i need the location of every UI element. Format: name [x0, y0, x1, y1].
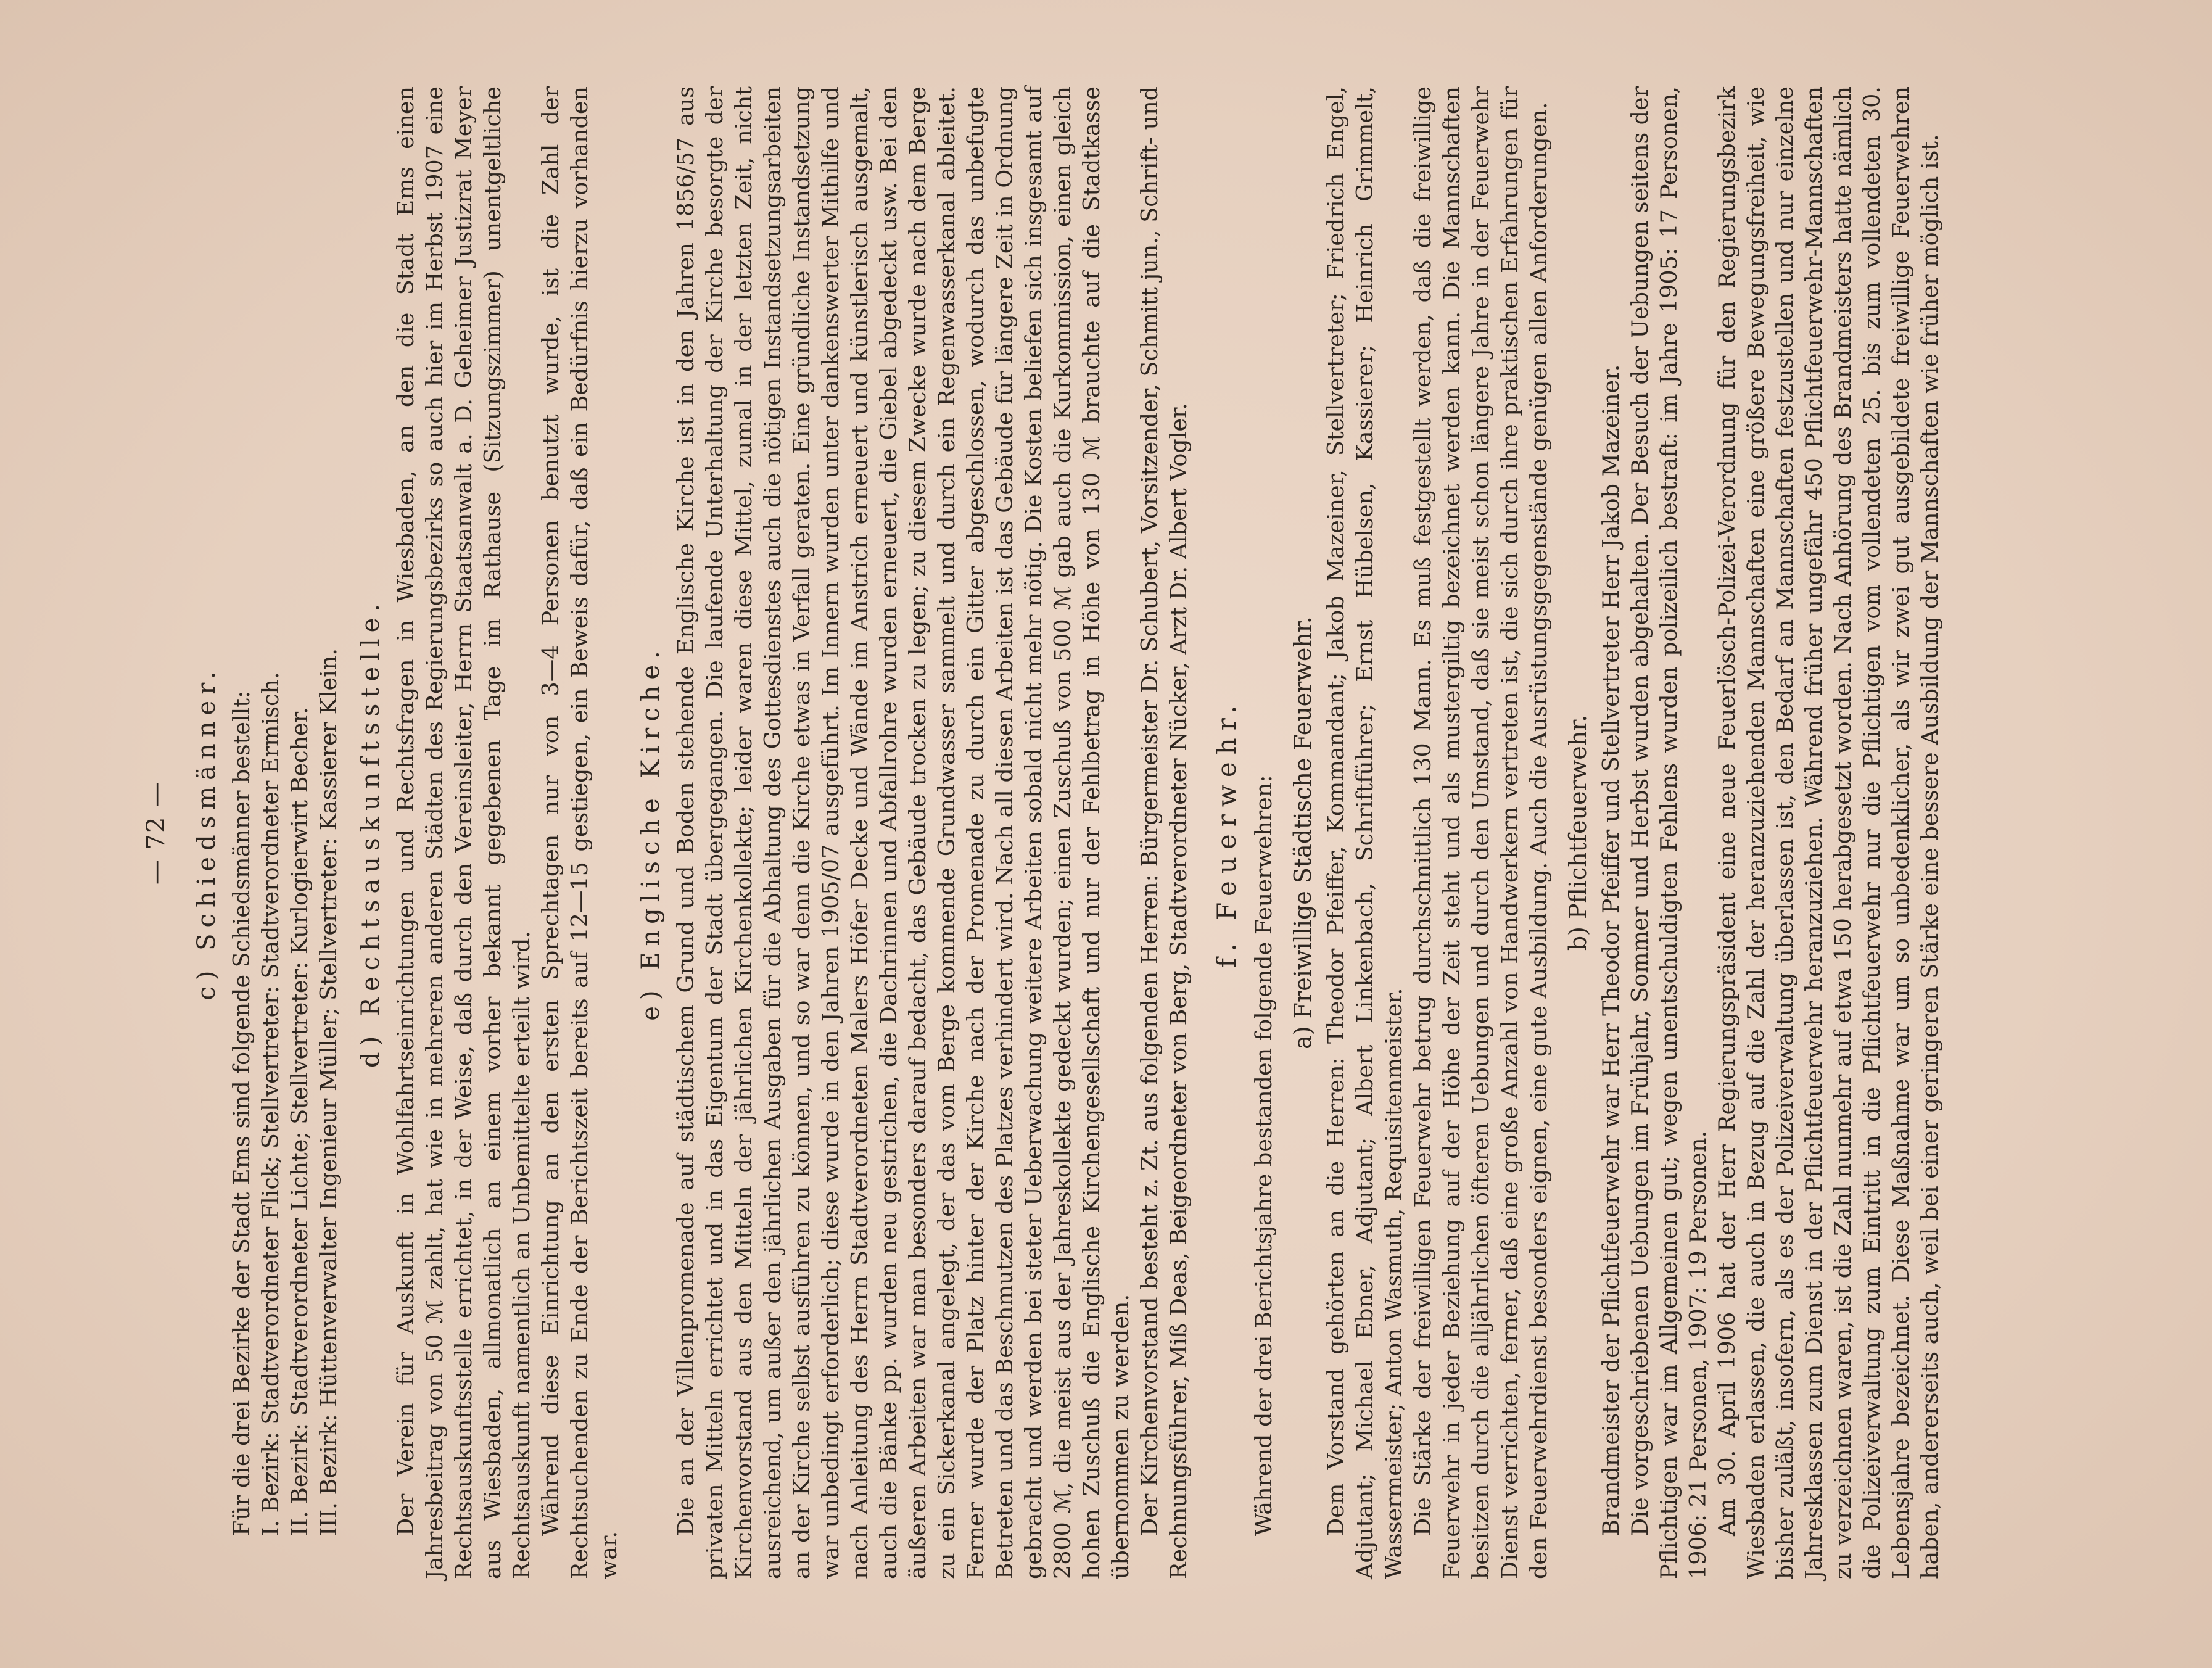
paragraph-kirche-1: Die an der Villenpromenade auf städtischem Grund und Boden stehende Englische Kirche ist in den Jahren 1856/57 aus privaten Mitteln errichtet und in das Eigentum der Stadt übergegangen. Die laufende Unterhaltung der Kirche besorgte der Kirchenvorstand aus den Mitteln der jährlichen Kirchenkollekte; leider waren diese Mittel, zumal in der letzten Zeit, nicht ausreichend, um außer den jährlichen Ausgaben für die Abhaltung des Gottesdienstes auch die nötigen Instandsetzungsarbeiten an der Kirche selbst ausführen zu können, und so war denn die Kirche etwas in Verfall geraten. Eine gründliche Instandsetzung war unbedingt erforderlich; diese wurde in den Jahren 1905/07 ausgeführt. Im Innern wurden unter dankenswerter Mithilfe und nach Anleitung des Herrn Stadtverordneten Malers Höfer Decke und Wände im Anstrich erneuert und künstlerisch ausgemalt, auch die Bänke pp. wurden neu gestrichen, die Dachrinnen und Abfallrohre wurden erneuert, die Giebel abgedeckt usw. Bei den äußeren Arbeiten war man besonders darauf bedacht, das Gebäude trocken zu legen; zu diesem Zwecke wurde nach dem Berge zu ein Sickerkanal angelegt, der das vom Berge kommende Grundwasser sammelt und durch ein Regenwasserkanal ableitet. Ferner wurde der Platz hinter der Kirche nach der Promenade zu durch ein Gitter abgeschlossen, wodurch das unbefugte Betreten und das Beschmutzen des Platzes verhindert wird. Nach all diesen Arbeiten ist das Gebäude für längere Zeit in Ordnung gebracht und werden bei steter Ueberwachung weitere Arbeiten sobald nicht mehr nötig. Die Kosten beliefen sich insgesamt auf 2800 ℳ, die meist aus der Jahreskollekte gedeckt wurden; einen Zuschuß von 500 ℳ gab auch die Kurkommission, einen gleich hohen Zuschuß die Englische Kirchengesellschaft und nur der Fehlbetrag in Höhe von 130 ℳ brauchte auf die Stadtkasse übernommen zu werden. [672, 86, 1134, 1579]
paragraph-kirche-2: Der Kirchenvorstand besteht z. Zt. aus folgenden Herren: Bürgermeister Dr. Schubert, Vorsitzender, Schmitt jun., Schrift- und Rechnungsführer, Miß Deas, Beigeordneter von Berg, Stadtverordneter Nücker, Arzt Dr. Albert Vogler. [1136, 86, 1192, 1579]
bezirk-line-2: II. Bezirk: Stadtverordneter Lichte; Stellvertreter: Kurlogierwirt Becher. [286, 707, 313, 1536]
paragraph-freiwillige-2: Die Stärke der freiwilligen Feuerwehr betrug durchschnittlich 130 Mann. Es muß festgestellt werden, daß die freiwillige Feuerwehr in jeder Beziehung auf der Höhe der Zeit steht und als mustergiltig bezeichnet werden kann. Die Mannschaften besitzen durch die alljährlichen öfteren Uebungen und durch den Umstand, daß sie meist schon längere Jahre in der Feuerwehr Dienst verrichten, ferner, daß eine große Anzahl von Handwerkern vertreten ist, die sich durch ihre praktischen Erfahrungen für den Feuerwehrdienst besonders eignen, eine gute Ausbildung. Auch die Ausrüstungsgegenstände genügen allen Anforderungen. [1409, 86, 1552, 1579]
intro-schiedsmaenner: Für die drei Bezirke der Stadt Ems sind folgende Schiedsmänner bestellt: [228, 690, 255, 1536]
heading-schiedsmaenner: c) Schiedsmänner. [192, 665, 221, 1001]
paragraph-pflicht-1: Brandmeister der Pflichtfeuerwehr war Herr Theodor Pfeiffer und Stellvertreter Herr Jakob Mazeiner. [1598, 364, 1624, 1536]
paragraph-freiwillige-1: Dem Vorstand gehörten an die Herren: Theodor Pfeiffer, Kommandant; Jakob Mazeiner, Stellvertreter; Friedrich Engel, Adjutant; Michael Ebner, Adjutant; Albert Linkenbach, Schriftführer; Ernst Hübelsen, Kassierer; Heinrich Grimmelt, Wassermeister; Anton Wasmuth, Requisitenmeister. [1323, 86, 1407, 1579]
page-number: — 72 — [142, 780, 170, 885]
section-schiedsmaenner [192, 86, 343, 1579]
paragraph-pflicht-3: Am 30. April 1906 hat der Herr Regierungspräsident eine neue Feuerlösch-Polizei-Verordnung für den Regierungsbezirk Wiesbaden erlassen, die auch in Bezug auf die Zahl der heranzuziehenden Mannschaften eine größere Bewegungsfreiheit, wie bisher zuläßt, insofern, als es der Polizeiverwaltung überlassen ist, den Bedarf an Mannschaften festzustellen und nur einzelne Jahresklassen zum Dienst in der Pflichtfeuerwehr heranzuziehen. Während früher ungefähr 450 Pflichtfeuerwehr-Mannschaften zu verzeichnen waren, ist die Zahl nunmehr auf etwa 150 herabgesetzt worden. Nach Anhörung des Brandmeisters hatte nämlich die Polizeiverwaltung zum Eintritt in die Pflichtfeuerwehr nur die Pflichtigen vom vollendeten 25. bis zum vollendeten 30. Lebensjahre bezeichnet. Diese Maßnahme war um so unbedenklicher, als wir zwei gut ausgebildete freiwillige Feuerwehren haben, andererseits auch, weil bei einer geringeren Stärke eine bessere Ausbildung der Mannschaften wie früher möglich ist. [1714, 86, 1943, 1579]
heading-feuerwehr: f. Feuerwehr. [1211, 698, 1242, 968]
heading-englische-kirche: e) Englische Kirche. [637, 645, 665, 1021]
section-englische-kirche [637, 86, 1193, 1579]
paragraph-pflicht-2: Die vorgeschriebenen Uebungen im Frühjahr, Sommer und Herbst wurden abgehalten. Der Besuch der Uebungen seitens der Pflichtigen war im Allgemeinen gut; wegen unentschuldigten Fehlens wurden polizeilich bestraft: im Jahre 1905: 17 Personen, 1906: 21 Personen, 1907: 19 Personen. [1627, 86, 1711, 1579]
section-rechtsauskunft [357, 86, 623, 1579]
heading-rechtsauskunft: d) Rechtsauskunftsstelle. [357, 597, 385, 1068]
heading-pflichtfeuerwehr: b) Pflichtfeuerwehr. [1564, 714, 1591, 951]
section-feuerwehr [1211, 86, 1944, 1579]
intro-feuerwehr: Während der drei Berichtsjahre bestanden folgende Feuerwehren: [1250, 775, 1277, 1536]
bezirk-line-3: III. Bezirk: Hüttenverwalter Ingenieur Müller; Stellvertreter: Kassierer Klein. [315, 648, 342, 1536]
heading-freiwillige-feuerwehr: a) Freiwillige Städtische Feuerwehr. [1289, 616, 1316, 1049]
rotated-document-page [142, 86, 2153, 1579]
paragraph-rechtsauskunft-2: Während diese Einrichtung an den ersten Sprechtagen nur von 3—4 Personen benutzt wurde, ist die Zahl der Rechtsuchenden zu Ende der Berichtszeit bereits auf 12—15 gestiegen, ein Beweis dafür, daß ein Bedürfnis hierzu vorhanden war. [537, 86, 622, 1579]
paragraph-rechtsauskunft-1: Der Verein für Auskunft in Wohlfahrtseinrichtungen und Rechtsfragen in Wiesbaden, an den die Stadt Ems einen Jahresbeitrag von 50 ℳ zahlt, hat wie in mehreren anderen Städten des Regierungsbezirks so auch hier im Herbst 1907 eine Rechtsauskunftsstelle errichtet, in der Weise, daß durch den Vereinsleiter, Herrn Staatsanwalt a. D. Geheimer Justizrat Meyer aus Wiesbaden, allmonatlich an einem vorher bekannt gegebenen Tage im Rathause (Sitzungszimmer) unentgeltliche Rechtsauskunft namentlich an Unbemittelte erteilt wird. [392, 86, 535, 1579]
bezirk-line-1: I. Bezirk: Stadtverordneter Flick; Stellvertreter: Stadtverordneter Ermisch. [257, 672, 284, 1536]
